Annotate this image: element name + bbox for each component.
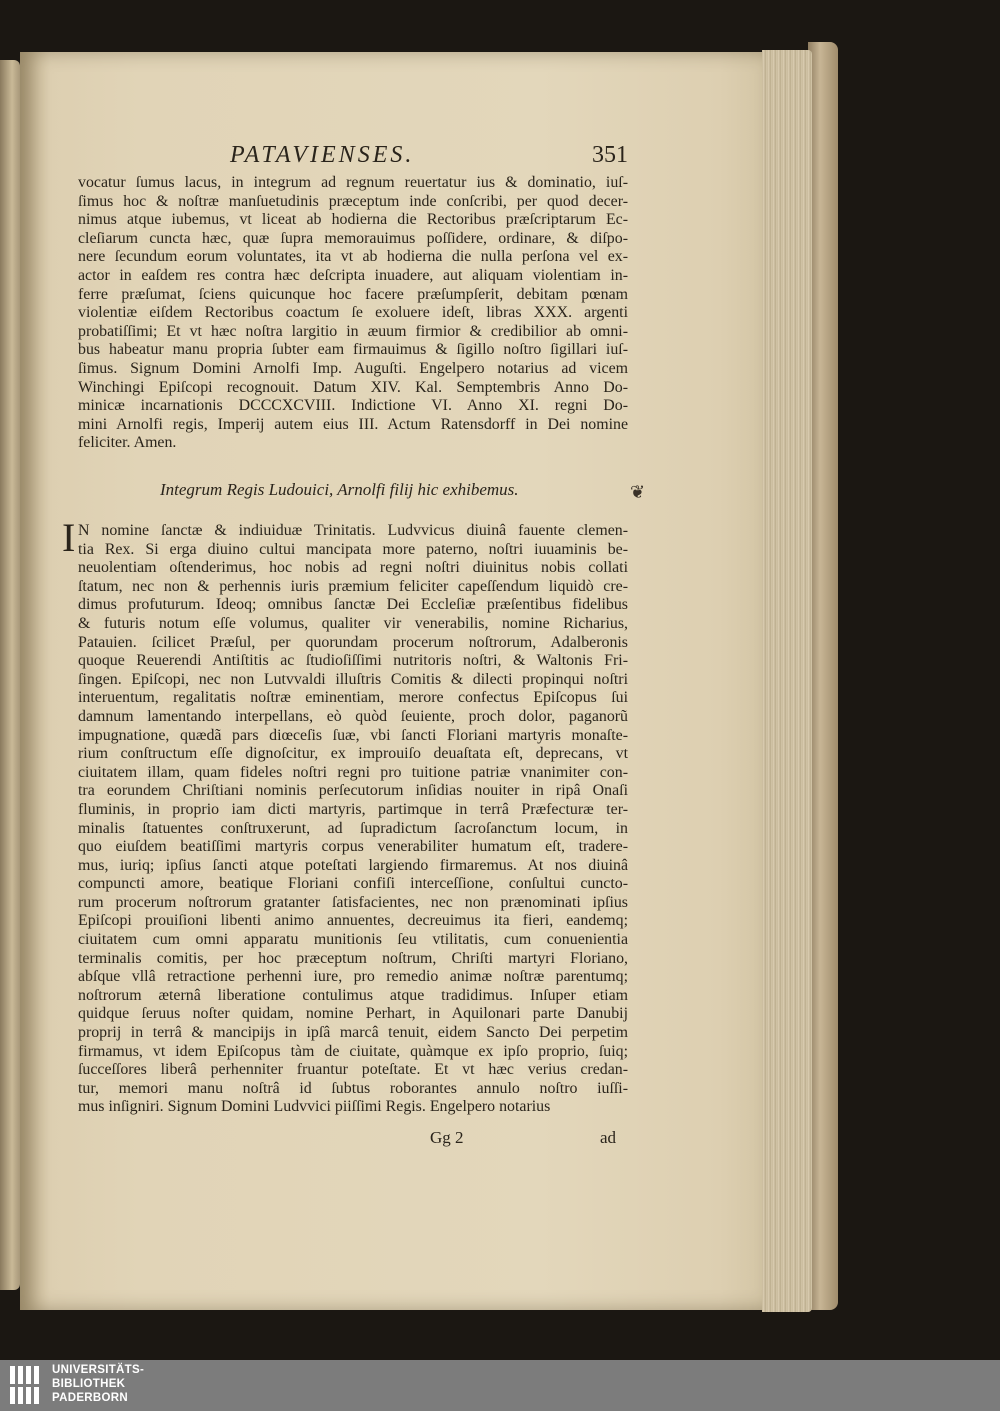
text-line: minalis ſtatuentes conſtruxerunt, ad ſupradictum ſacroſanctum locum, in (78, 819, 628, 837)
text-line: vocatur ſumus lacus, in integrum ad regnum reuertatur ius & dominatio, iuſ- (78, 174, 628, 191)
text-line: Epiſcopi prouiſioni libenti animo annuentes, decreuimus ita fieri, eandemq; (78, 912, 628, 930)
text-line: interuentum, regalitatis noſtræ eminentiam, merore confectus Epiſcopus ſui (78, 689, 628, 707)
running-header: PATAVIENSES. (230, 142, 415, 168)
text-line: actor in eaſdem res contra hæc deſcripta inuadere, aut aliquam violentiam in- (78, 266, 628, 284)
text-line: abſque vllâ retractione perhenni iure, pro remedio animæ noſtræ parentumq; (78, 968, 628, 986)
text-line: proprij in terrâ & mancipijs in ipſâ marcâ tenuit, eidem Sancto Dei perpetim (78, 1024, 628, 1042)
text-line: quo eiuſdem beatiſſimi martyris corpus venerabiliter humatum eſt, tradere- (78, 838, 628, 856)
text-line: dimus profuturum. Ideoq; omnibus ſanctæ Dei Eccleſiæ præſentibus fidelibus (78, 596, 628, 614)
signature-mark: Gg 2 (430, 1128, 464, 1147)
page-stack-edge (762, 50, 812, 1312)
text-line: nere ſecundum eorum voluntates, ita vt ab hodierna die nulla perſona vel ex- (78, 248, 628, 266)
text-line: violentiæ eiſdem Rectoribus coactum ſe exoluere ideſt, libras XXX. argenti (78, 304, 628, 322)
text-line: ſingen. Epiſcopi, nec non Lutvvaldi illuſtris Comitis & dilecti propinqui noſtri (78, 670, 628, 688)
page-number: 351 (592, 142, 628, 168)
text-line: probatiſſimi; Et vt hæc noſtra largitio in æuum firmior & credibilior ab omni- (78, 322, 628, 340)
text-line: ſtatum, nec non & perhennis iuris præmium feliciter capeſſendum liquidò cre- (78, 577, 628, 595)
text-line: cleſiarum cuncta hæc, quæ ſupra memorauimus poſſidere, ordinare, & diſpo- (78, 229, 628, 247)
text-line: compuncti amore, beatique Floriani confiſi interceſſione, conſultui cuncto- (78, 875, 628, 893)
text-line: bus habeatur manu propria ſubter eam firmauimus & ſigillo noſtro ſigillari iuſ- (78, 341, 628, 359)
text-line: quoque Reuerendi Antiſtitis ac ſtudioſiſſimi nutritoris noſtri, & Waltonis Fri- (78, 652, 628, 670)
text-line: nimus atque iubemus, vt liceat ab hodierna die Rectoribus præſcriptarum Ec- (78, 211, 628, 229)
text-line: damnum lamentando interpellans, eò quòd ſeuiente, proch dolor, paganorũ (78, 707, 628, 725)
library-name-line: UNIVERSITÄTS- (52, 1364, 145, 1376)
text-line: rium conſtructum eſſe dignoſcitur, ex improuiſo deuaſtata eſt, deprecans, vt (78, 745, 628, 763)
text-line: mini Arnolfi regis, Imperij autem eius III. Actum Ratensdorff in Dei nomine (78, 415, 628, 433)
text-line: feliciter. Amen. (78, 434, 177, 452)
text-line: fluminis, in proprio iam dicti martyris, partimque in terrâ Præfecturæ ter- (78, 800, 628, 818)
library-name-line: BIBLIOTHEK (52, 1378, 126, 1390)
text-line: tia Rex. Si erga diuino cultui mancipata more paterno, noſtri iuuaminis be- (78, 540, 628, 558)
library-name (52, 1363, 144, 1405)
drop-cap: I (62, 515, 76, 560)
text-line: ferre præſumat, ſciens quicunque hoc facere præſumpſerit, debitam pœnam (78, 285, 628, 303)
library-name-line: PADERBORN (52, 1392, 128, 1404)
text-line: quidque ſeruus noſter quidam, nomine Perhart, in Aquilonari parte Danubij (78, 1005, 628, 1023)
text-line: ciuitatem cum omni apparatu munitionis ſeu vtilitatis, cum conuenientia (78, 931, 628, 949)
text-line: tur, memori manu noſtrâ id ſubtus roborantes annulo noſtro iuſſi- (78, 1079, 628, 1097)
text-line: mus, iuriq; ipſius ſancti atque poteſtati largiendo firmaremus. At nos diuinâ (78, 856, 628, 874)
text-line: neuolentiam oſtenderimus, hoc nobis ad regni noſtri diuinitus nobis collati (78, 559, 628, 577)
text-line: & futuris notum eſſe volumus, qualiter vir venerabilis, nomine Richarius, (78, 614, 628, 632)
library-footer-bar (0, 1360, 1000, 1411)
text-line: ſimus. Signum Domini Arnolfi Imp. Auguſti. Engelpero notarius ad vicem (78, 359, 628, 377)
text-line: terminalis comitis, per hoc præceptum noſtrum, Chriſti martyri Floriano, (78, 949, 628, 967)
catchword: ad (600, 1128, 617, 1147)
text-line: rum procerum noſtrorum gratanter ſatisfacientes, nec non prænominati ipſius (78, 893, 628, 911)
text-line: minicæ incarnationis DCCCXCVIII. Indictione VI. Anno XI. regni Do- (78, 397, 628, 415)
text-line: ſucceſſores liberâ perhenniter fruantur poteſtate. Et vt hæc verius credan- (78, 1061, 628, 1079)
text-line: N nomine ſanctæ & indiuiduæ Trinitatis. Ludvvicus diuinâ fauente clemen- (78, 522, 628, 539)
text-line: Winchingi Epiſcopi recognouit. Datum XIV. Kal. Semptembris Anno Do- (78, 378, 628, 396)
text-line: mus inſigniri. Signum Domini Ludvvici piiſſimi Regis. Engelpero notarius (78, 1098, 551, 1116)
text-line: ſimus hoc & noſtræ manſuetudinis præceptum inde conſcribi, per quod decer- (78, 192, 628, 210)
text-line: tra eorundem Chriſtiani nominis perſecutorum inſidias nouiter in ripâ Onaſi (78, 782, 628, 800)
book-cover-edge (808, 42, 838, 1310)
text-line: firmamus, vt idem Epiſcopus tàm de ciuitate, quàmque ex ipſo proprio, ſuiq; (78, 1042, 628, 1060)
section-heading: Integrum Regis Ludouici, Arnolfi filij hic exhibemus. (160, 480, 519, 499)
text-line: Patauien. ſcilicet Præſul, per quorundam procerum noſtrorum, Adalberonis (78, 633, 628, 651)
left-page-edge (0, 60, 20, 1290)
text-line: noſtrorum æternâ liberatione contulimus atque tradidimus. Inſuper etiam (78, 986, 628, 1004)
fleuron-ornament: ❦ (630, 482, 646, 502)
paragraph-charter-arnolf (78, 174, 628, 453)
paragraph-charter-ludwig (78, 522, 628, 1117)
text-line: ciuitatem illam, quam fideles noſtri regni pro tuitione patriæ vnanimiter con- (78, 763, 628, 781)
library-logo-icon (8, 1364, 44, 1406)
text-line: impugnatione, quædã pars diœceſis ſuæ, vbi ſancti Floriani martyris monaſte- (78, 726, 628, 744)
